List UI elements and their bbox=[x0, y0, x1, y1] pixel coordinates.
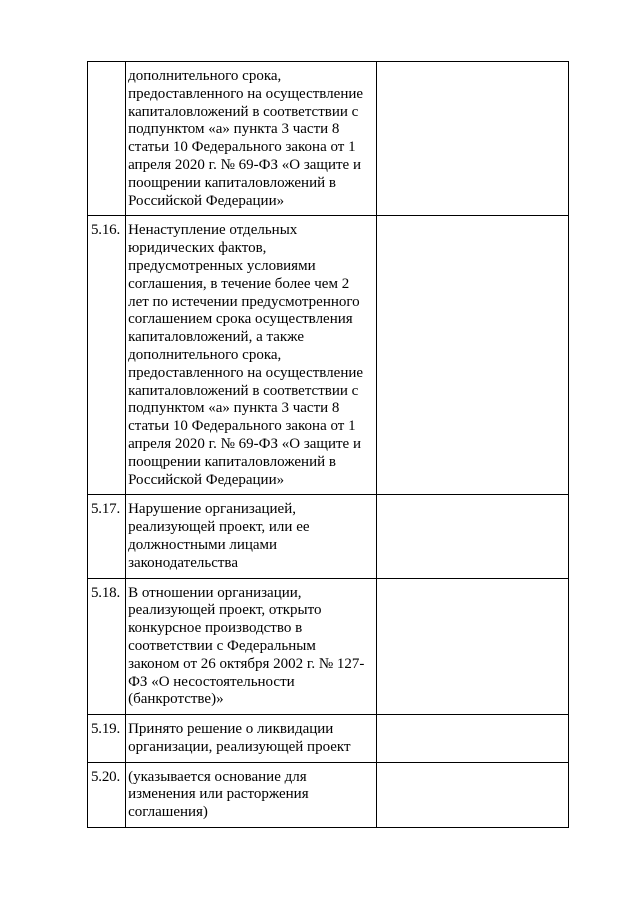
row-number: 5.17. bbox=[91, 501, 121, 518]
ground-description-line: поощрении капиталовложений в bbox=[128, 453, 336, 470]
row-number-cell bbox=[88, 62, 126, 216]
ground-description-line: должностными лицами bbox=[128, 536, 278, 553]
notes-cell bbox=[376, 216, 568, 495]
ground-description-line: организации, реализующей проект bbox=[128, 738, 351, 755]
ground-description-line: соответствии с Федеральным bbox=[128, 637, 316, 654]
ground-description-line: юридических фактов, bbox=[128, 240, 267, 257]
ground-description-line: дополнительного срока, bbox=[128, 346, 282, 363]
row-number-cell bbox=[88, 495, 126, 578]
notes-cell bbox=[376, 495, 568, 578]
table-row bbox=[88, 762, 569, 827]
notes-text bbox=[377, 715, 568, 726]
ground-description-line: апреля 2020 г. № 69-ФЗ «О защите и bbox=[128, 156, 361, 173]
notes-text bbox=[377, 579, 568, 590]
ground-description-line: (банкротстве)» bbox=[128, 691, 224, 708]
ground-description-line: Ненаступление отдельных bbox=[128, 222, 298, 239]
row-number: 5.18. bbox=[91, 584, 121, 601]
ground-description-line: реализующей проект, или ее bbox=[128, 519, 310, 536]
ground-description-line: реализующей проект, открыто bbox=[128, 602, 322, 619]
notes-cell bbox=[376, 762, 568, 827]
ground-description-line: капиталовложений, а также bbox=[128, 329, 304, 346]
notes-text bbox=[377, 216, 568, 227]
table-body bbox=[88, 62, 569, 828]
ground-description-line: законодательства bbox=[128, 554, 238, 571]
ground-description-line: капиталовложений в соответствии с bbox=[128, 382, 359, 399]
ground-description-line: соглашения, в течение более чем 2 bbox=[128, 275, 350, 292]
ground-description-line: соглашения) bbox=[128, 804, 208, 821]
ground-description-line: (указывается основание для bbox=[128, 768, 307, 785]
row-number-cell bbox=[88, 715, 126, 763]
ground-description-line: предоставленного на осуществление bbox=[128, 85, 364, 102]
ground-description-line: предоставленного на осуществление bbox=[128, 364, 364, 381]
notes-cell bbox=[376, 578, 568, 715]
ground-description-line: апреля 2020 г. № 69-ФЗ «О защите и bbox=[128, 435, 361, 452]
row-number: 5.16. bbox=[91, 222, 121, 239]
ground-description-line: законом от 26 октября 2002 г. № 127- bbox=[128, 655, 365, 672]
ground-description-line: Российской Федерации» bbox=[128, 192, 285, 209]
table-row bbox=[88, 216, 569, 495]
ground-description-line: соглашением срока осуществления bbox=[128, 311, 353, 328]
ground-description-line: поощрении капиталовложений в bbox=[128, 174, 336, 191]
table-row bbox=[88, 495, 569, 578]
table-row bbox=[88, 578, 569, 715]
grounds-table bbox=[87, 61, 569, 828]
ground-description-line: предусмотренных условиями bbox=[128, 257, 316, 274]
row-number: 5.20. bbox=[91, 768, 121, 785]
table-row bbox=[88, 715, 569, 763]
ground-description-line: изменения или расторжения bbox=[128, 786, 309, 803]
ground-description-cell bbox=[126, 216, 377, 495]
ground-description-line: Нарушение организацией, bbox=[128, 501, 296, 518]
ground-description-line: подпунктом «а» пункта 3 части 8 bbox=[128, 400, 340, 417]
notes-cell bbox=[376, 62, 568, 216]
ground-description-line: лет по истечении предусмотренного bbox=[128, 293, 360, 310]
row-number-cell bbox=[88, 578, 126, 715]
ground-description-line: Российской Федерации» bbox=[128, 471, 285, 488]
ground-description-line: статьи 10 Федерального закона от 1 bbox=[128, 139, 356, 156]
ground-description-line: статьи 10 Федерального закона от 1 bbox=[128, 418, 356, 435]
ground-description-cell bbox=[126, 762, 377, 827]
ground-description-line: Принято решение о ликвидации bbox=[128, 721, 334, 738]
ground-description-line: ФЗ «О несостоятельности bbox=[128, 673, 295, 690]
row-number: 5.19. bbox=[91, 721, 121, 738]
row-number-cell bbox=[88, 216, 126, 495]
ground-description-line: капиталовложений в соответствии с bbox=[128, 103, 359, 120]
ground-description-cell bbox=[126, 62, 377, 216]
ground-description-cell bbox=[126, 578, 377, 715]
row-number-cell bbox=[88, 762, 126, 827]
ground-description-line: подпунктом «а» пункта 3 части 8 bbox=[128, 121, 340, 138]
ground-description-line: дополнительного срока, bbox=[128, 68, 282, 84]
notes-cell bbox=[376, 715, 568, 763]
notes-text bbox=[377, 763, 568, 774]
table-row bbox=[88, 62, 569, 216]
ground-description-cell bbox=[126, 715, 377, 763]
notes-text bbox=[377, 62, 568, 73]
notes-text bbox=[377, 495, 568, 506]
row-number bbox=[88, 62, 125, 73]
ground-description-cell bbox=[126, 495, 377, 578]
ground-description-line: В отношении организации, bbox=[128, 584, 302, 601]
ground-description-line: конкурсное производство в bbox=[128, 620, 303, 637]
